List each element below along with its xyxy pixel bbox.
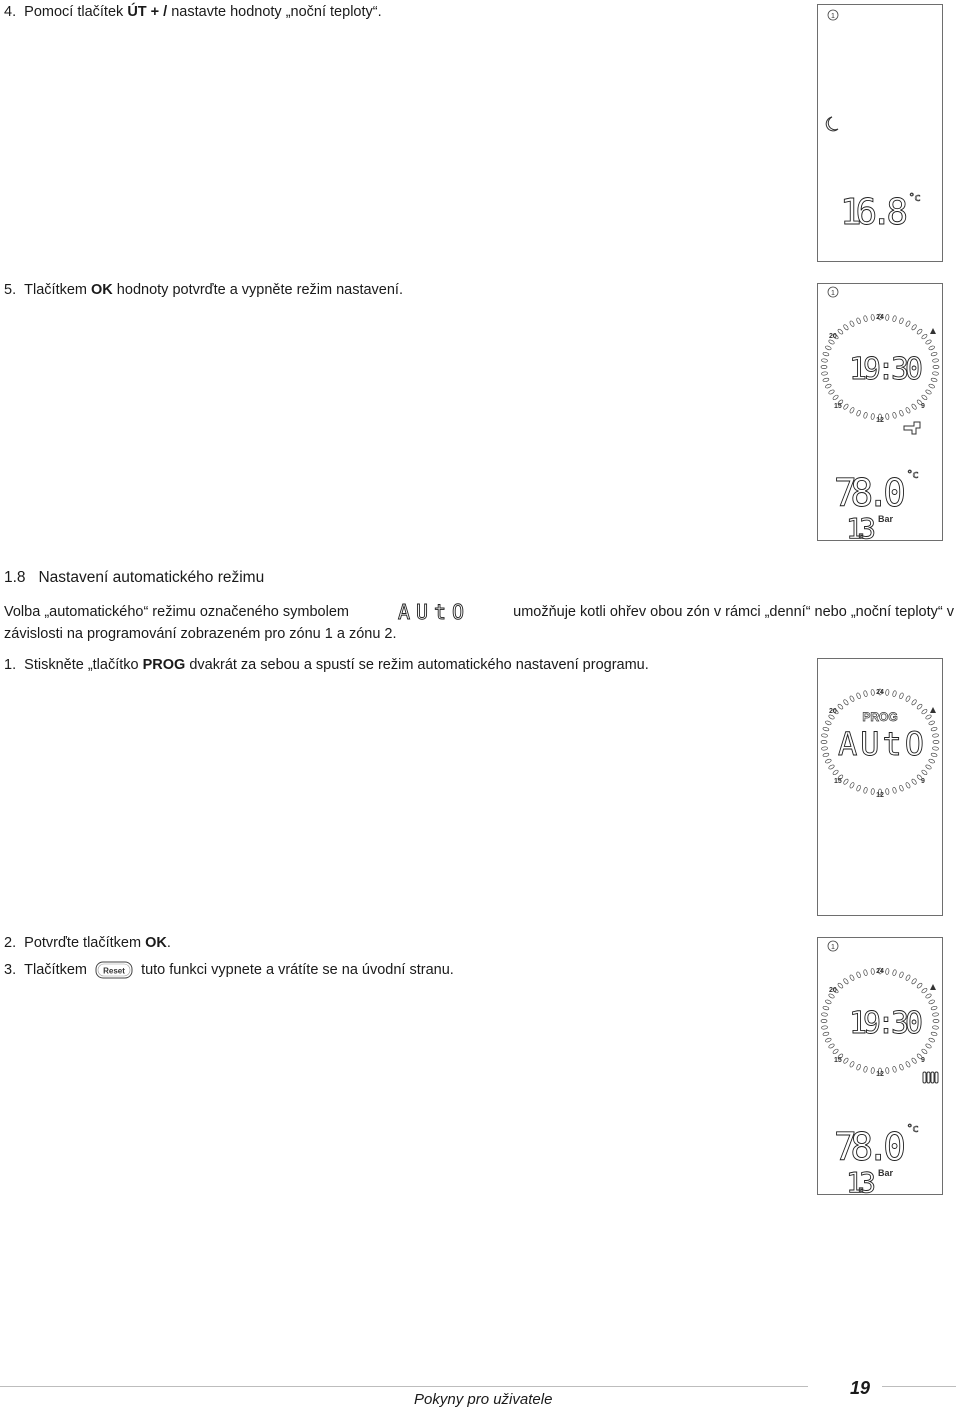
moon-icon [826, 117, 838, 131]
dial-segment [823, 727, 830, 732]
dial-segment [843, 403, 849, 410]
dial-segment [856, 410, 861, 417]
dial-segment [871, 1067, 875, 1073]
dial-segment [911, 324, 917, 331]
footer-rule-left [0, 1386, 808, 1387]
pressure-readout: 1.3 [846, 512, 876, 540]
dial-segment [885, 788, 889, 794]
dial-segment [905, 782, 911, 789]
footer-title: Pokyny pro uživatele [414, 1391, 553, 1408]
dial-label-20: 20 [829, 333, 837, 340]
dial-label-24: 24 [876, 968, 884, 975]
dial-segment [932, 372, 938, 376]
temperature-readout: 78.0 [834, 471, 906, 515]
zone-number: 1 [831, 944, 835, 951]
dial-segment [928, 999, 935, 1004]
dial-segment [823, 1032, 830, 1037]
display-night-temp [817, 4, 943, 262]
step-5: 5. Tlačítkem OK hodnoty potvrďte a vypněte režim nastavení. [4, 282, 403, 298]
step-a2: 2. Potvrďte tlačítkem OK. [4, 935, 171, 951]
page-number: 19 [850, 1378, 871, 1398]
dial-label-12: 12 [876, 417, 884, 424]
dial-segment [899, 971, 904, 978]
dial-segment [921, 709, 928, 715]
dial-segment [899, 785, 904, 792]
dial-segment [885, 1067, 889, 1073]
dial-segment [871, 314, 875, 320]
dial-segment [931, 378, 938, 383]
dial-segment [905, 974, 911, 981]
dial-segment [849, 974, 855, 981]
reset-button-label: Reset [103, 966, 125, 976]
dial-segment [911, 978, 917, 985]
dial-segment [856, 785, 861, 792]
dial-segment [931, 1006, 938, 1011]
dial-segment [925, 993, 932, 999]
section-heading: 1.8 Nastavení automatického režimu [4, 569, 265, 586]
dial-segment [899, 692, 904, 699]
step-a3: 3. Tlačítkem Reset tuto funkci vypnete a vrátíte se na úvodní stranu. [4, 960, 454, 980]
dial-segment [823, 1006, 830, 1011]
dial-segment [823, 378, 830, 383]
dial-label-9: 9 [921, 1057, 925, 1064]
display-heating-status [817, 937, 943, 1195]
dial-segment [921, 769, 928, 775]
dial-segment [925, 339, 932, 345]
dial-label-12: 12 [876, 1071, 884, 1078]
dial-segment [928, 720, 935, 725]
dial-segment [892, 412, 897, 419]
dial-segment [885, 314, 889, 320]
display-auto-mode [817, 658, 943, 916]
dial-segment [932, 1013, 938, 1017]
dial-segment [823, 753, 830, 758]
dial-segment [832, 394, 839, 400]
dial-segment [825, 345, 832, 350]
dial-segment [825, 1037, 832, 1042]
dial-segment [849, 782, 855, 789]
dial-segment [856, 692, 861, 699]
dial-segment [916, 328, 923, 335]
dial-segment [921, 394, 928, 400]
dial-segment [821, 1013, 827, 1017]
step-4: 4. Pomocí tlačítek ÚT + / nastavte hodnoty „noční teploty“. [4, 4, 382, 20]
dial-segment [932, 359, 938, 363]
dial-label-9: 9 [921, 403, 925, 410]
dial-segment [871, 689, 875, 695]
dial-segment [905, 407, 911, 414]
radiator-icon [923, 1072, 938, 1083]
dial-segment [837, 982, 844, 989]
dial-segment [821, 359, 827, 363]
dial-segment [933, 1019, 939, 1022]
dial-segment [871, 413, 875, 419]
dial-label-24: 24 [876, 689, 884, 696]
reset-button-icon [95, 960, 133, 980]
dial-segment [821, 747, 827, 751]
dial-segment [928, 383, 935, 388]
dial-segment [832, 1048, 839, 1054]
dial-segment [911, 1057, 917, 1064]
dial-segment [928, 345, 935, 350]
dial-label-20: 20 [829, 987, 837, 994]
dial-segment [863, 315, 868, 322]
dial-label-15: 15 [834, 403, 842, 410]
dial-segment [849, 1061, 855, 1068]
dial-segment [892, 315, 897, 322]
dial-label-15: 15 [834, 778, 842, 785]
zone-number: 1 [831, 13, 835, 20]
dial-segment [843, 324, 849, 331]
dial-segment [843, 778, 849, 785]
pressure-unit: Bar [878, 514, 894, 524]
dial-segment [928, 1037, 935, 1042]
display-main-status [817, 283, 943, 541]
dial-label-9: 9 [921, 778, 925, 785]
dial-segment [931, 727, 938, 732]
dial-segment [849, 320, 855, 327]
dial-segment [823, 352, 830, 357]
auto-readout: AUtO [838, 725, 924, 763]
dial-segment [916, 982, 923, 989]
dial-segment [828, 1043, 835, 1049]
dial-segment [899, 1064, 904, 1071]
dial-label-12: 12 [876, 792, 884, 799]
dial-segment [931, 352, 938, 357]
dial-segment [899, 410, 904, 417]
dial-segment [931, 753, 938, 758]
clock-readout: 19:30 [849, 1006, 923, 1041]
dial-segment [931, 1032, 938, 1037]
prog-label: PROG [862, 710, 898, 724]
temperature-readout: 78.0 [834, 1125, 906, 1169]
dial-segment [871, 788, 875, 794]
dial-segment [925, 714, 932, 720]
dial-segment [825, 999, 832, 1004]
pressure-unit: Bar [878, 1168, 894, 1178]
auto-symbol-icon [396, 602, 466, 622]
temperature-readout: 16.8 [840, 192, 908, 233]
dial-segment [928, 758, 935, 763]
celsius-unit: °c [907, 1122, 919, 1135]
dial-segment [825, 758, 832, 763]
dial-segment [849, 695, 855, 702]
dial-segment [932, 747, 938, 751]
footer-rule-right [882, 1386, 956, 1387]
dial-segment [821, 1026, 827, 1030]
dial-segment [892, 969, 897, 976]
dial-segment [863, 412, 868, 419]
dial-segment [863, 690, 868, 697]
dial-segment [892, 690, 897, 697]
dial-segment [892, 787, 897, 794]
dial-segment [856, 971, 861, 978]
intro-line-2: závislosti na programování zobrazeném pro zónu 1 a zónu 2. [4, 626, 397, 642]
tap-icon [904, 422, 920, 434]
dial-segment [843, 1057, 849, 1064]
dial-label-15: 15 [834, 1057, 842, 1064]
dial-segment [885, 413, 889, 419]
dial-segment [821, 1019, 827, 1022]
dial-segment [933, 365, 939, 368]
dial-segment [863, 1066, 868, 1073]
pressure-readout: 1.3 [846, 1166, 876, 1194]
celsius-unit: °c [907, 468, 919, 481]
dial-segment [837, 703, 844, 710]
dial-label-20: 20 [829, 708, 837, 715]
dial-segment [921, 1048, 928, 1054]
dial-segment [911, 699, 917, 706]
dial-segment [856, 1064, 861, 1071]
dial-segment [843, 699, 849, 706]
dial-segment [849, 407, 855, 414]
dial-segment [825, 383, 832, 388]
dial-segment [921, 988, 928, 994]
dial-segment [828, 764, 835, 770]
auto-symbol-text: AUtO [398, 602, 465, 622]
dial-segment [905, 695, 911, 702]
dial-segment [925, 389, 932, 395]
dial-segment [916, 703, 923, 710]
dial-segment [911, 403, 917, 410]
dial-segment [899, 317, 904, 324]
dial-segment [828, 389, 835, 395]
dial-segment [837, 328, 844, 335]
dial-segment [832, 769, 839, 775]
zone-number: 1 [831, 290, 835, 297]
dial-segment [821, 372, 827, 376]
clock-readout: 19:30 [849, 352, 923, 387]
dial-segment [892, 1066, 897, 1073]
dial-label-24: 24 [876, 314, 884, 321]
celsius-unit: °c [909, 191, 921, 204]
step-a1: 1. Stiskněte „tlačítko PROG dvakrát za sebou a spustí se režim automatického nastavení programu. [4, 657, 649, 673]
dial-segment [921, 334, 928, 340]
dial-arrow-icon [930, 328, 936, 334]
intro-paragraph: Volba „automatického“ režimu označeného symbolem AUtO umožňuje kotli ohřev obou zón v rámci „denní“ nebo „noční teploty“ v závislosti na programování zobrazeném pro zónu 1 a zónu 2. [4, 601, 954, 645]
dial-segment [825, 720, 832, 725]
dial-segment [925, 764, 932, 770]
dial-arrow-icon [930, 984, 936, 990]
dial-segment [933, 740, 939, 743]
dial-segment [905, 1061, 911, 1068]
dial-segment [905, 320, 911, 327]
dial-segment [821, 740, 827, 743]
dial-arrow-icon [930, 707, 936, 713]
dial-segment [885, 689, 889, 695]
dial-segment [932, 1026, 938, 1030]
dial-segment [863, 787, 868, 794]
dial-segment [821, 365, 827, 368]
dial-segment [821, 734, 827, 738]
dial-segment [871, 968, 875, 974]
dial-segment [925, 1043, 932, 1049]
dial-segment [911, 778, 917, 785]
dial-segment [856, 317, 861, 324]
dial-segment [885, 968, 889, 974]
dial-segment [843, 978, 849, 985]
dial-segment [863, 969, 868, 976]
dial-segment [932, 734, 938, 738]
